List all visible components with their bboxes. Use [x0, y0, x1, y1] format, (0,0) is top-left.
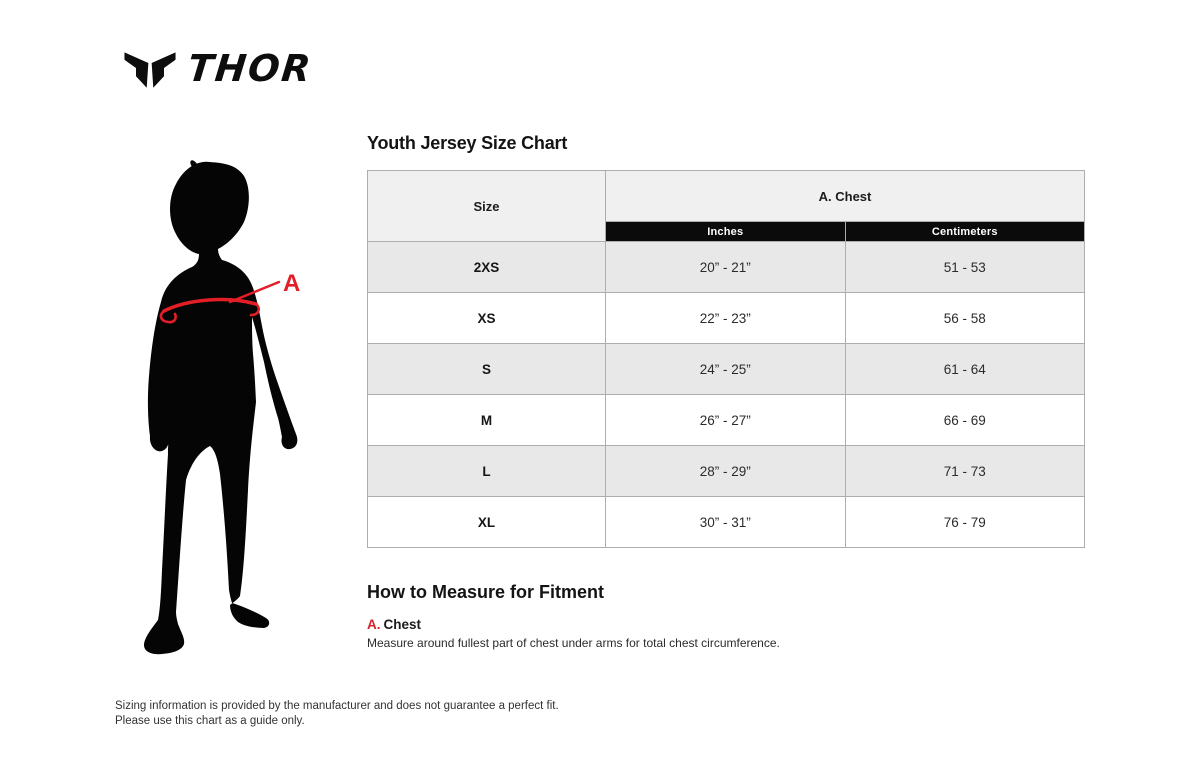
table-row — [368, 293, 1085, 344]
size-cell: L — [368, 446, 606, 497]
inches-cell: 28” - 29” — [606, 446, 846, 497]
inches-cell: 20” - 21” — [606, 242, 846, 293]
centimeters-cell: 56 - 58 — [845, 293, 1085, 344]
disclaimer-line-1: Sizing information is provided by the manufacturer and does not guarantee a perfect fit. — [115, 700, 559, 712]
centimeters-unit-header: Centimeters — [845, 222, 1085, 242]
size-cell: XS — [368, 293, 606, 344]
inches-cell: 30” - 31” — [606, 497, 846, 548]
size-chart-title: Youth Jersey Size Chart — [367, 133, 568, 153]
centimeters-cell: 51 - 53 — [845, 242, 1085, 293]
measure-item-chest — [367, 617, 421, 632]
measure-item-description: Measure around fullest part of chest under arms for total chest circumference. — [367, 636, 780, 650]
inches-cell: 26” - 27” — [606, 395, 846, 446]
inches-unit-header: Inches — [606, 222, 846, 242]
size-cell: 2XS — [368, 242, 606, 293]
table-row — [368, 395, 1085, 446]
thor-horns-icon — [122, 42, 178, 94]
size-chart-table-wrap — [367, 170, 1085, 548]
figure-annotation-a: A — [283, 270, 301, 297]
brand-wordmark: THOR — [185, 46, 315, 90]
silhouette-body — [144, 162, 297, 654]
chest-group-header: A. Chest — [606, 171, 1085, 222]
centimeters-cell: 66 - 69 — [845, 395, 1085, 446]
measure-item-name: Chest — [383, 617, 422, 632]
size-chart-table — [367, 170, 1085, 548]
centimeters-cell: 76 - 79 — [845, 497, 1085, 548]
size-cell: XL — [368, 497, 606, 548]
child-silhouette — [118, 150, 358, 670]
centimeters-cell: 61 - 64 — [845, 344, 1085, 395]
centimeters-cell: 71 - 73 — [845, 446, 1085, 497]
size-cell: S — [368, 344, 606, 395]
inches-cell: 22” - 23” — [606, 293, 846, 344]
size-cell: M — [368, 395, 606, 446]
disclaimer-line-2: Please use this chart as a guide only. — [115, 715, 305, 727]
size-figure-illustration — [118, 150, 358, 670]
size-column-header: Size — [368, 171, 606, 242]
measure-item-key: A. — [367, 617, 381, 632]
table-row — [368, 344, 1085, 395]
table-row — [368, 242, 1085, 293]
brand-logo — [122, 42, 315, 94]
inches-cell: 24” - 25” — [606, 344, 846, 395]
measure-heading: How to Measure for Fitment — [367, 582, 605, 602]
disclaimer — [115, 699, 559, 729]
table-row — [368, 446, 1085, 497]
table-row — [368, 497, 1085, 548]
